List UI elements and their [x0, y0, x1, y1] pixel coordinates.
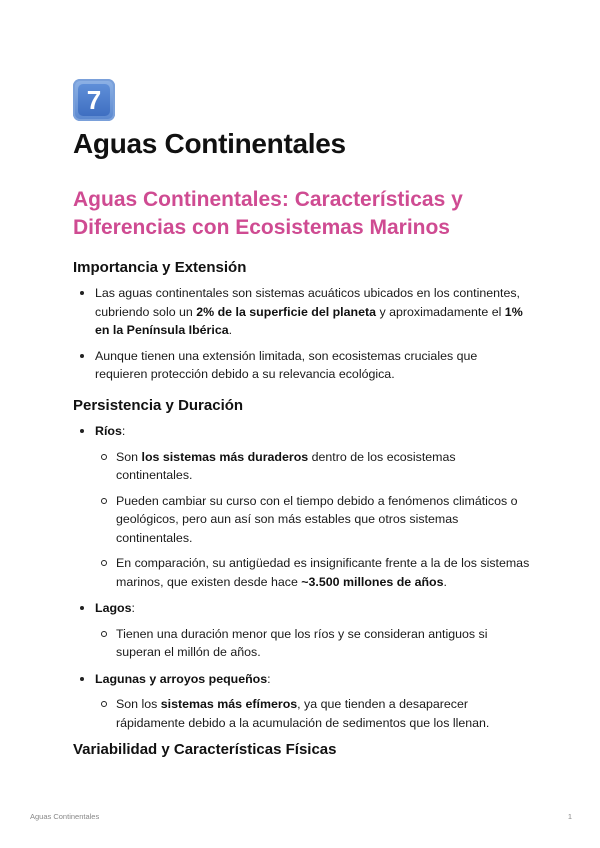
- keycap-number: 7: [78, 84, 110, 116]
- section-importancia: [73, 258, 533, 384]
- sublist-item: Pueden cambiar su curso con el tiempo debido a fenómenos climáticos o geológicos, pero aun así son más estables que otros sistemas continentales.: [95, 492, 533, 548]
- rios-sublist: [95, 448, 533, 592]
- sublist-item: En comparación, su antigüedad es insignificante frente a la de los sistemas marinos, que existen desde hace ~3.500 millones de años.: [95, 554, 533, 591]
- lagos-sublist: [95, 625, 533, 662]
- list-item-lagunas: Lagunas y arroyos pequeños: Son los sistemas más efímeros, ya que tienden a desaparecer rápidamente debido a la acumulación de sedimentos que los llenan.: [73, 670, 533, 733]
- section-persistencia: [73, 396, 533, 732]
- number-seven-keycap-icon: [73, 79, 115, 121]
- list-item-rios: Ríos: Son los sistemas más duraderos dentro de los ecosistemas continentales. Pueden cambiar su curso con el tiempo debido a fenómenos climáticos o geológicos, pero aun así son más estables que otros sistemas continentales. En comparación, su antigüedad es insignificante frente a la de los sistemas marinos, que existen desde hace ~3.500 millones de años.: [73, 422, 533, 591]
- heading-persistencia: Persistencia y Duración: [73, 397, 244, 414]
- section-variabilidad: [73, 740, 533, 760]
- heading-importancia: Importancia y Extensión: [73, 259, 247, 276]
- heading-variabilidad: Variabilidad y Características Físicas: [73, 741, 337, 758]
- importancia-list: [73, 284, 533, 384]
- sublist-item: Tienen una duración menor que los ríos y se consideran antiguos si superan el millón de años.: [95, 625, 533, 662]
- list-item-lagos: Lagos: Tienen una duración menor que los ríos y se consideran antiguos si superan el millón de años.: [73, 599, 533, 662]
- footer-title: Aguas Continentales: [30, 812, 100, 821]
- section-title: Aguas Continentales: Características y Diferencias con Ecosistemas Marinos: [73, 188, 463, 239]
- page-number: 1: [567, 812, 572, 821]
- lagunas-sublist: [95, 695, 533, 732]
- sublist-item: Son los sistemas más efímeros, ya que tienden a desaparecer rápidamente debido a la acumulación de sedimentos que los llenan.: [95, 695, 533, 732]
- sublist-item: Son los sistemas más duraderos dentro de los ecosistemas continentales.: [95, 448, 533, 485]
- list-item: Las aguas continentales son sistemas acuáticos ubicados en los continentes, cubriendo solo un 2% de la superficie del planeta y aproximadamente el 1% en la Península Ibérica.: [73, 284, 533, 340]
- list-item: Aunque tienen una extensión limitada, son ecosistemas cruciales que requieren protección debido a su relevancia ecológica.: [73, 347, 533, 384]
- persistencia-list: [73, 422, 533, 732]
- page-title: Aguas Continentales: [73, 128, 346, 159]
